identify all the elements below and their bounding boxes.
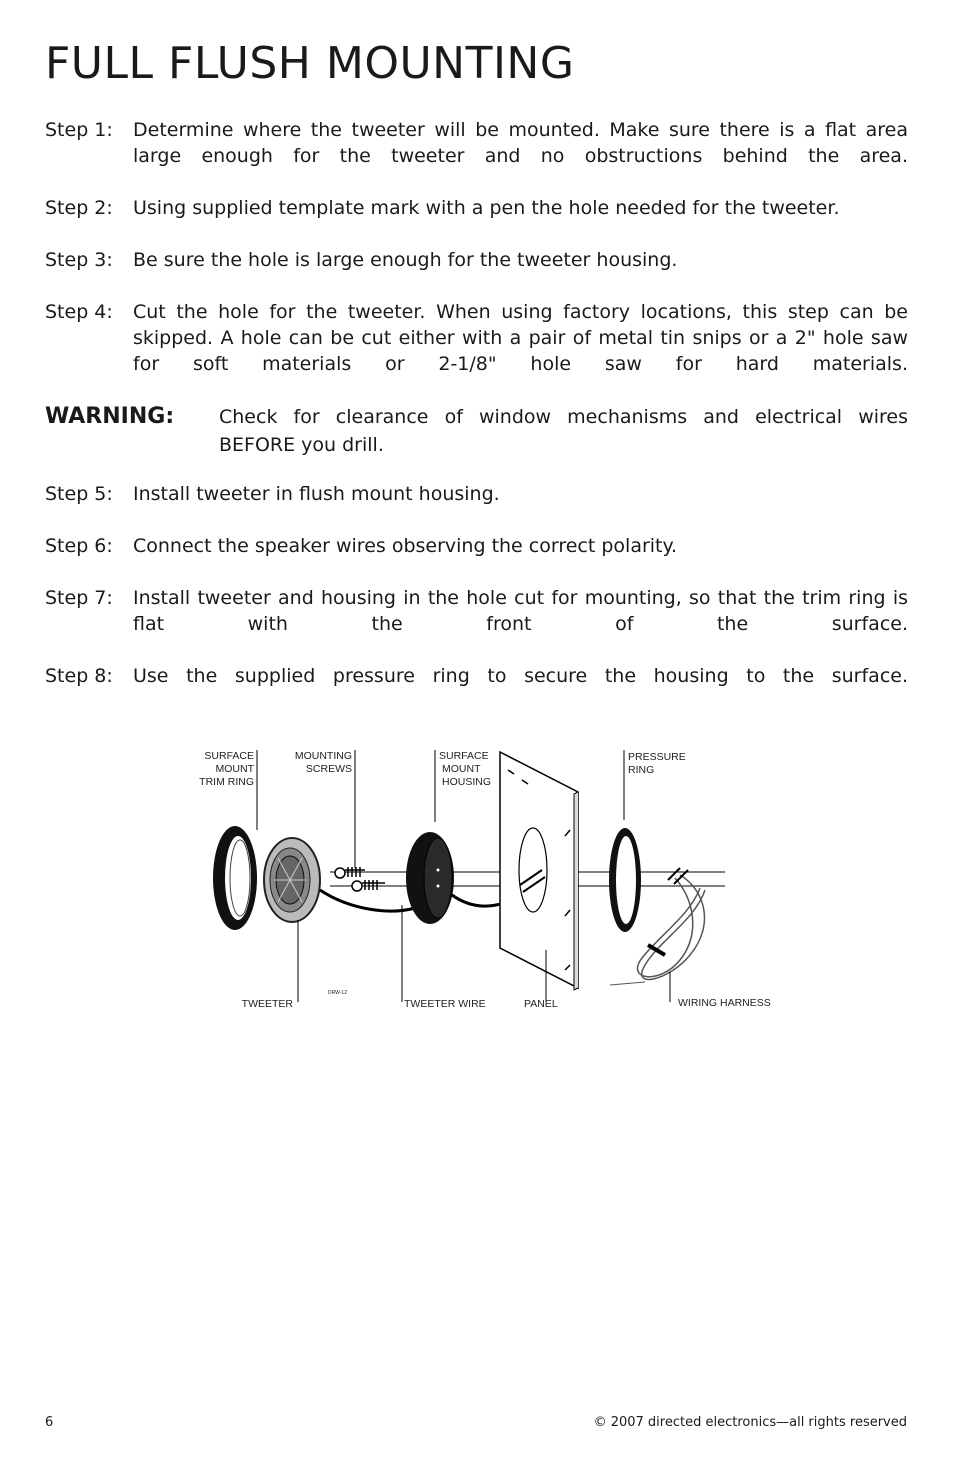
step-6: [45, 533, 908, 559]
drawing-code: DRW-12: [328, 990, 347, 996]
label-screws-1: MOUNTING: [294, 750, 352, 762]
label-tweeter: TWEETER: [241, 998, 293, 1010]
diagram-svg: [190, 740, 790, 1020]
label-trim-ring-2: MOUNT: [215, 763, 254, 775]
step-text: Be sure the hole is large enough for the tweeter housing.: [133, 249, 678, 271]
step-8: [45, 663, 908, 689]
step-3: [45, 247, 908, 273]
step-text: Connect the speaker wires observing the correct polarity.: [133, 535, 678, 557]
step-2: [45, 195, 908, 221]
exploded-diagram: [190, 740, 790, 1020]
step-label: Step 2:: [45, 197, 113, 219]
tweeter-part: [264, 838, 320, 922]
panel-part: [500, 752, 578, 990]
step-5: [45, 481, 908, 507]
warning-label: WARNING:: [45, 404, 175, 429]
step-text: Using supplied template mark with a pen the hole needed for the tweeter.: [133, 197, 840, 219]
label-housing-1: SURFACE: [439, 750, 489, 762]
housing-part: [406, 832, 454, 924]
tweeter-wire-part: [320, 890, 415, 911]
warning-block: [45, 403, 908, 459]
label-housing-2: MOUNT: [442, 763, 481, 775]
step-label: Step 5:: [45, 483, 113, 505]
step-text: Install tweeter in flush mount housing.: [133, 483, 500, 505]
page-title: FULL FLUSH MOUNTING: [45, 38, 575, 89]
label-screws-2: SCREWS: [305, 763, 352, 775]
label-tweeter-wire: TWEETER WIRE: [404, 998, 486, 1010]
step-text: Install tweeter and housing in the hole cut for mounting, so that the trim ring is flat with the front of the surface.: [133, 587, 908, 635]
step-text: Use the supplied pressure ring to secure the housing to the surface.: [133, 665, 908, 687]
step-text: Determine where the tweeter will be mounted. Make sure there is a flat area large enough for the tweeter and no obstructions behind the area.: [133, 119, 908, 167]
label-trim-ring-1: SURFACE: [204, 750, 254, 762]
label-wiring-harness: WIRING HARNESS: [678, 997, 771, 1009]
label-pressure-ring-2: RING: [628, 764, 655, 776]
step-label: Step 4:: [45, 301, 113, 323]
pressure-ring-part: [609, 828, 641, 932]
step-7: [45, 585, 908, 637]
page-number: 6: [45, 1415, 54, 1430]
step-label: Step 3:: [45, 249, 113, 271]
step-4: [45, 299, 908, 377]
step-label: Step 1:: [45, 119, 113, 141]
step-label: Step 6:: [45, 535, 113, 557]
step-text: Cut the hole for the tweeter. When using factory locations, this step can be skipped. A hole can be cut either with a pair of metal tin snips or a 2" hole saw for soft materials or 2-1/8" hole saw for hard materials.: [133, 301, 908, 375]
step-label: Step 7:: [45, 587, 113, 609]
label-housing-3: HOUSING: [442, 776, 492, 788]
trim-ring-part: [213, 826, 257, 930]
warning-text: Check for clearance of window mechanisms and electrical wires BEFORE you drill.: [219, 406, 908, 456]
instructions: [45, 117, 908, 715]
step-label: Step 8:: [45, 665, 113, 687]
copyright: © 2007 directed electronics—all rights reserved: [593, 1415, 907, 1430]
label-panel: PANEL: [524, 998, 558, 1010]
mounting-screws-part: [335, 867, 385, 891]
label-pressure-ring-1: PRESSURE: [628, 751, 686, 763]
step-1: [45, 117, 908, 169]
label-trim-ring-3: TRIM RING: [199, 776, 254, 788]
